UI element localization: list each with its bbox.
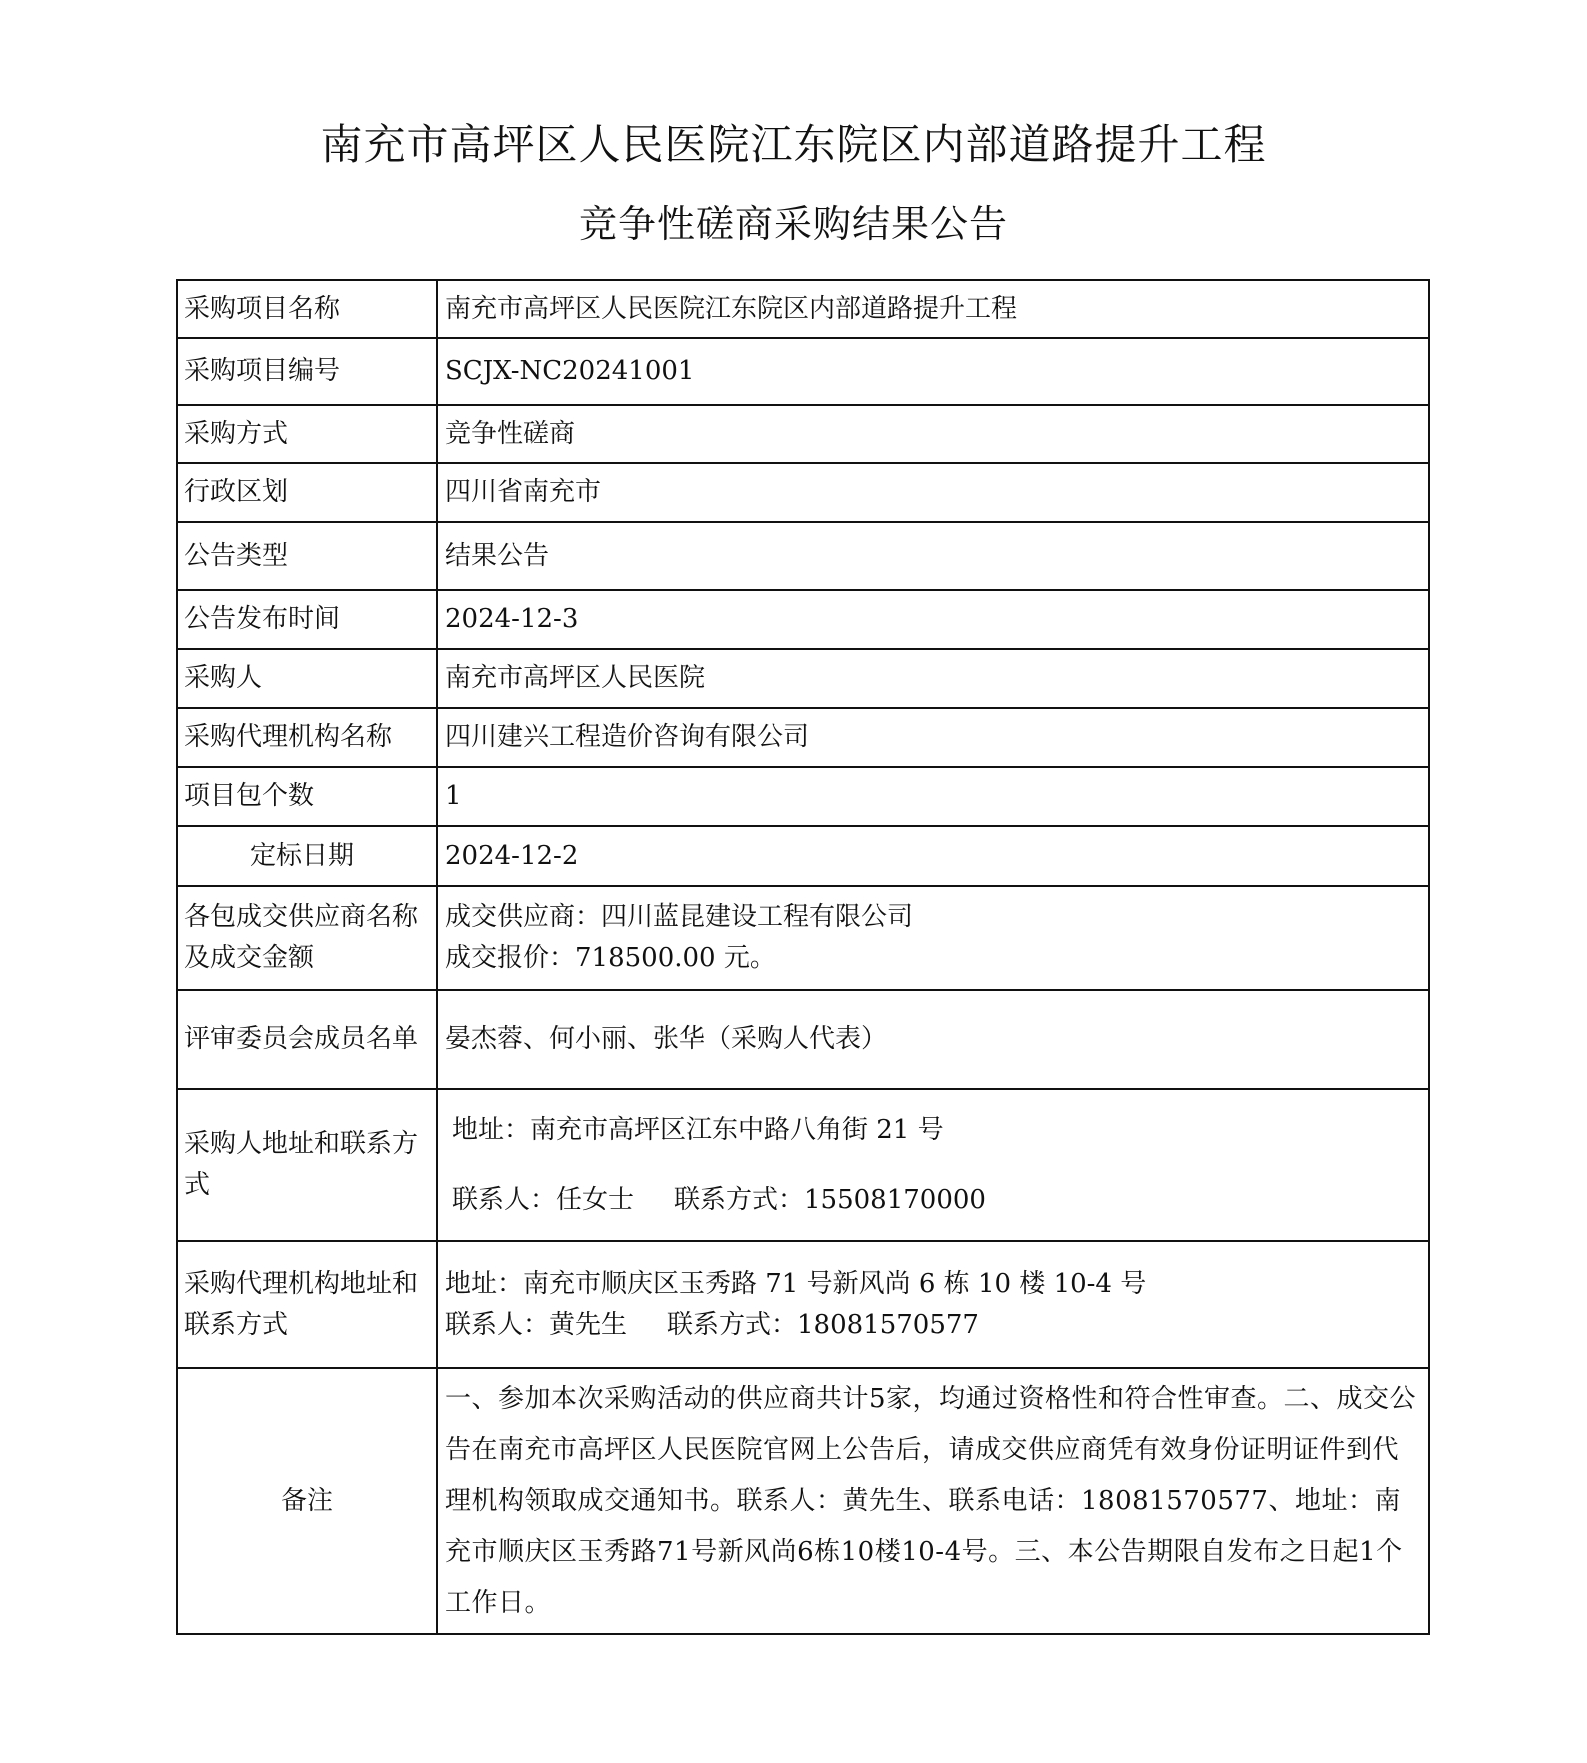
page-subtitle: 竞争性磋商采购结果公告 bbox=[578, 202, 1008, 246]
table-row bbox=[177, 1089, 1429, 1241]
agency-contact-person: 联系人：黄先生 bbox=[445, 1309, 628, 1340]
row-value-committee: 晏杰蓉、何小丽、张华（采购人代表） bbox=[437, 990, 1429, 1089]
row-label-procurement-method: 采购方式 bbox=[177, 405, 437, 463]
table-row bbox=[177, 463, 1429, 522]
row-label-award-date: 定标日期 bbox=[177, 826, 437, 886]
row-value-award-date: 2024-12-2 bbox=[437, 826, 1429, 886]
purchaser-address: 地址：南充市高坪区江东中路八角街 21 号 bbox=[452, 1114, 944, 1145]
table-row bbox=[177, 522, 1429, 590]
row-label-notice-type: 公告类型 bbox=[177, 522, 437, 590]
row-label-purchaser: 采购人 bbox=[177, 649, 437, 708]
table-row bbox=[177, 1241, 1429, 1368]
table-row bbox=[177, 990, 1429, 1089]
row-value-remarks: 一、参加本次采购活动的供应商共计5家，均通过资格性和符合性审查。二、成交公告在南充市高坪区人民医院官网上公告后，请成交供应商凭有效身份证明证件到代理机构领取成交通知书。联系人：黄先生、联系电话：18081570577、地址：南充市顺庆区玉秀路71号新风尚6栋10楼10-4号。三、本公告期限自发布之日起1个工作日。 bbox=[437, 1368, 1429, 1634]
table-row bbox=[177, 405, 1429, 463]
table-row bbox=[177, 886, 1429, 990]
page-title: 南充市高坪区人民医院江东院区内部道路提升工程 bbox=[320, 120, 1267, 169]
row-value-package-count: 1 bbox=[437, 767, 1429, 826]
table-row bbox=[177, 1368, 1429, 1634]
row-label-package-count: 项目包个数 bbox=[177, 767, 437, 826]
row-label-committee: 评审委员会成员名单 bbox=[177, 990, 437, 1089]
table-row bbox=[177, 649, 1429, 708]
table-row bbox=[177, 590, 1429, 649]
row-value-project-number: SCJX-NC20241001 bbox=[437, 338, 1429, 405]
row-label-region: 行政区划 bbox=[177, 463, 437, 522]
supplier-name: 成交供应商：四川蓝昆建设工程有限公司 bbox=[445, 902, 914, 932]
row-value-region: 四川省南充市 bbox=[437, 463, 1429, 522]
agency-address: 地址：南充市顺庆区玉秀路 71 号新风尚 6 栋 10 楼 10-4 号 bbox=[445, 1268, 1147, 1299]
purchaser-contact-person: 联系人：任女士 bbox=[452, 1184, 635, 1215]
row-value-procurement-method: 竞争性磋商 bbox=[437, 405, 1429, 463]
row-label-project-number: 采购项目编号 bbox=[177, 338, 437, 405]
row-label-remarks: 备注 bbox=[177, 1368, 437, 1634]
row-label-publish-time: 公告发布时间 bbox=[177, 590, 437, 649]
row-label-purchaser-contact: 采购人地址和联系方式 bbox=[177, 1089, 437, 1241]
row-value-purchaser: 南充市高坪区人民医院 bbox=[437, 649, 1429, 708]
table-row bbox=[177, 767, 1429, 826]
table-row bbox=[177, 338, 1429, 405]
agency-contact-line bbox=[445, 1305, 1422, 1346]
announcement-table bbox=[176, 279, 1430, 1635]
row-label-agency-contact: 采购代理机构地址和联系方式 bbox=[177, 1241, 437, 1368]
row-value-supplier bbox=[437, 886, 1429, 990]
row-label-agency-name: 采购代理机构名称 bbox=[177, 708, 437, 767]
table-row bbox=[177, 708, 1429, 767]
row-value-notice-type: 结果公告 bbox=[437, 522, 1429, 590]
supplier-price: 成交报价：718500.00 元。 bbox=[445, 943, 776, 973]
purchaser-contact-line bbox=[452, 1180, 1422, 1221]
purchaser-contact-phone: 联系方式：15508170000 bbox=[674, 1184, 986, 1215]
row-value-project-name: 南充市高坪区人民医院江东院区内部道路提升工程 bbox=[437, 280, 1429, 338]
row-label-project-name: 采购项目名称 bbox=[177, 280, 437, 338]
row-value-publish-time: 2024-12-3 bbox=[437, 590, 1429, 649]
agency-contact-phone: 联系方式：18081570577 bbox=[667, 1309, 979, 1340]
table-row bbox=[177, 826, 1429, 886]
row-value-purchaser-contact bbox=[437, 1089, 1429, 1241]
row-value-agency-name: 四川建兴工程造价咨询有限公司 bbox=[437, 708, 1429, 767]
table-row bbox=[177, 280, 1429, 338]
row-label-supplier: 各包成交供应商名称及成交金额 bbox=[177, 886, 437, 990]
row-value-agency-contact bbox=[437, 1241, 1429, 1368]
